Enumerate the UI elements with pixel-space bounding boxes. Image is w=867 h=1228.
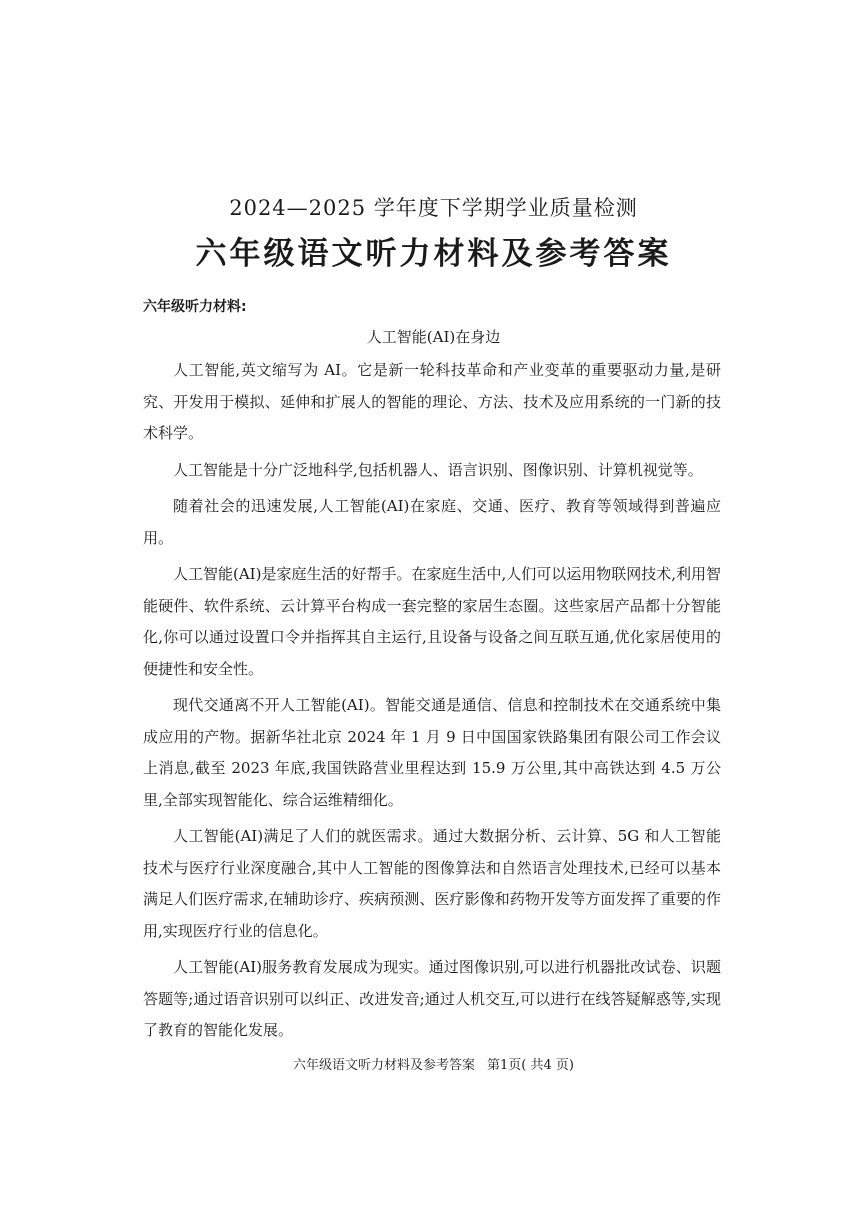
article-body [143,355,721,1052]
section-heading: 六年级听力材料: [143,299,247,315]
paragraph: 人工智能(AI)满足了人们的就医需求。通过大数据分析、云计算、5G 和人工智能技术与医疗行业深度融合,其中人工智能的图像算法和自然语言处理技术,已经可以基本满足人们医疗需求,在辅助诊疗、疾病预测、医疗影像和药物开发等方面发挥了重要的作用,实现医疗行业的信息化。 [143,827,721,940]
page-footer [0,1054,867,1073]
article-title: 人工智能(AI)在身边 [366,328,501,346]
paragraph: 人工智能(AI)服务教育发展成为现实。通过图像识别,可以进行机器批改试卷、识题答题等;通过语音识别可以纠正、改进发音;通过人机交互,可以进行在线答疑解惑等,实现了教育的智能化发展。 [143,958,721,1039]
footer-document-name: 六年级语文听力材料及参考答案 [293,1058,476,1073]
paragraph: 人工智能,英文缩写为 AI。它是新一轮科技革命和产业变革的重要驱动力量,是研究、开发用于模拟、延伸和扩展人的智能的理论、方法、技术及应用系统的一门新的技术科学。 [143,361,721,442]
paragraph: 随着社会的迅速发展,人工智能(AI)在家庭、交通、医疗、教育等领域得到普遍应用。 [143,497,721,547]
paragraph: 人工智能(AI)是家庭生活的好帮手。在家庭生活中,人们可以运用物联网技术,利用智能硬件、软件系统、云计算平台构成一套完整的家居生态圈。这些家居产品都十分智能化,你可以通过设置口令并指挥其自主运行,且设备与设备之间互联互通,优化家居使用的便捷性和安全性。 [143,565,722,678]
exam-title: 2024—2025 学年度下学期学业质量检测 [229,196,638,220]
document-title: 六年级语文听力材料及参考答案 [195,236,672,272]
page-number: 第1页( 共4 页) [487,1058,574,1073]
paragraph: 现代交通离不开人工智能(AI)。智能交通是通信、信息和控制技术在交通系统中集成应用的产物。据新华社北京 2024 年 1 月 9 日中国国家铁路集团有限公司工作会议上消息,截至 2023 年底,我国铁路营业里程达到 15.9 万公里,其中高铁达到 4.5 万公里,全部实现智能化、综合运维精细化。 [143,696,721,809]
paragraph: 人工智能是十分广泛地科学,包括机器人、语言识别、图像识别、计算机视觉等。 [173,460,703,479]
